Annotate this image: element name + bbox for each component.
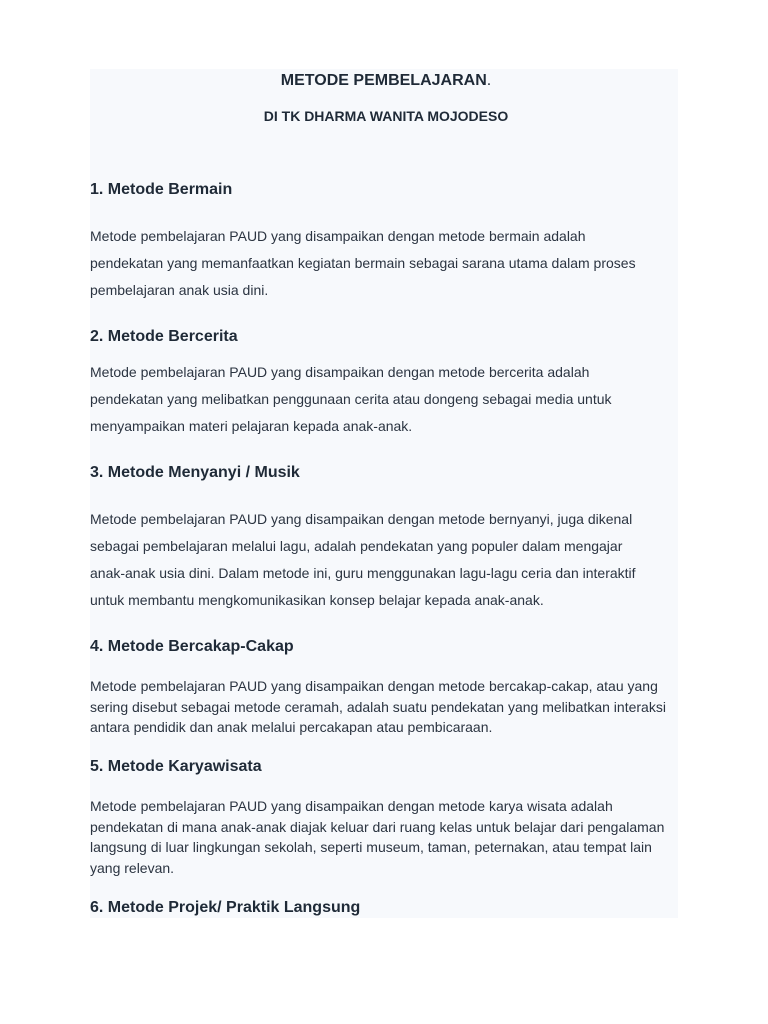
section-text-5: Metode pembelajaran PAUD yang disampaikan dengan metode karya wisata adalah pendekatan di mana anak-anak diajak keluar dari ruang kelas untuk belajar dari pengalaman langsung di luar lingkungan sekolah, seperti museum, taman, peternakan, atau tempat lain yang relevan. <box>90 798 665 876</box>
section-heading-3: 3. Metode Menyanyi / Musik <box>90 464 300 481</box>
document-subtitle: DI TK DHARMA WANITA MOJODESO <box>263 108 509 124</box>
section-text-4: Metode pembelajaran PAUD yang disampaikan dengan metode bercakap-cakap, atau yang sering disebut sebagai metode ceramah, adalah suatu pendekatan yang melibatkan interaksi antara pendidik dan anak melalui percakapan atau pembicaraan. <box>90 678 666 735</box>
document-title <box>90 70 682 91</box>
title-text: METODE PEMBELAJARAN <box>280 72 487 89</box>
section-heading-1: 1. Metode Bermain <box>90 181 233 198</box>
section-text-3: Metode pembelajaran PAUD yang disampaikan dengan metode bernyanyi, juga dikenal sebagai pembelajaran melalui lagu, adalah pendekatan yang populer dalam mengajar anak-anak usia dini. Dalam metode ini, guru menggunakan lagu-lagu ceria dan interaktif untuk membantu mengkomunikasikan konsep belajar kepada anak-anak. <box>90 511 636 608</box>
section-heading-2: 2. Metode Bercerita <box>90 328 238 345</box>
section-heading-6: 6. Metode Projek/ Praktik Langsung <box>90 899 361 916</box>
section-heading-4: 4. Metode Bercakap-Cakap <box>90 638 294 655</box>
section-text-2: Metode pembelajaran PAUD yang disampaikan dengan metode bercerita adalah pendekatan yang melibatkan penggunaan cerita atau dongeng sebagai media untuk menyampaikan materi pelajaran kepada anak-anak. <box>90 364 612 434</box>
section-heading-5: 5. Metode Karyawisata <box>90 758 262 775</box>
section-text-1: Metode pembelajaran PAUD yang disampaikan dengan metode bermain adalah pendekatan yang memanfaatkan kegiatan bermain sebagai sarana utama dalam proses pembelajaran anak usia dini. <box>90 228 636 298</box>
title-suffix: . <box>486 72 492 89</box>
